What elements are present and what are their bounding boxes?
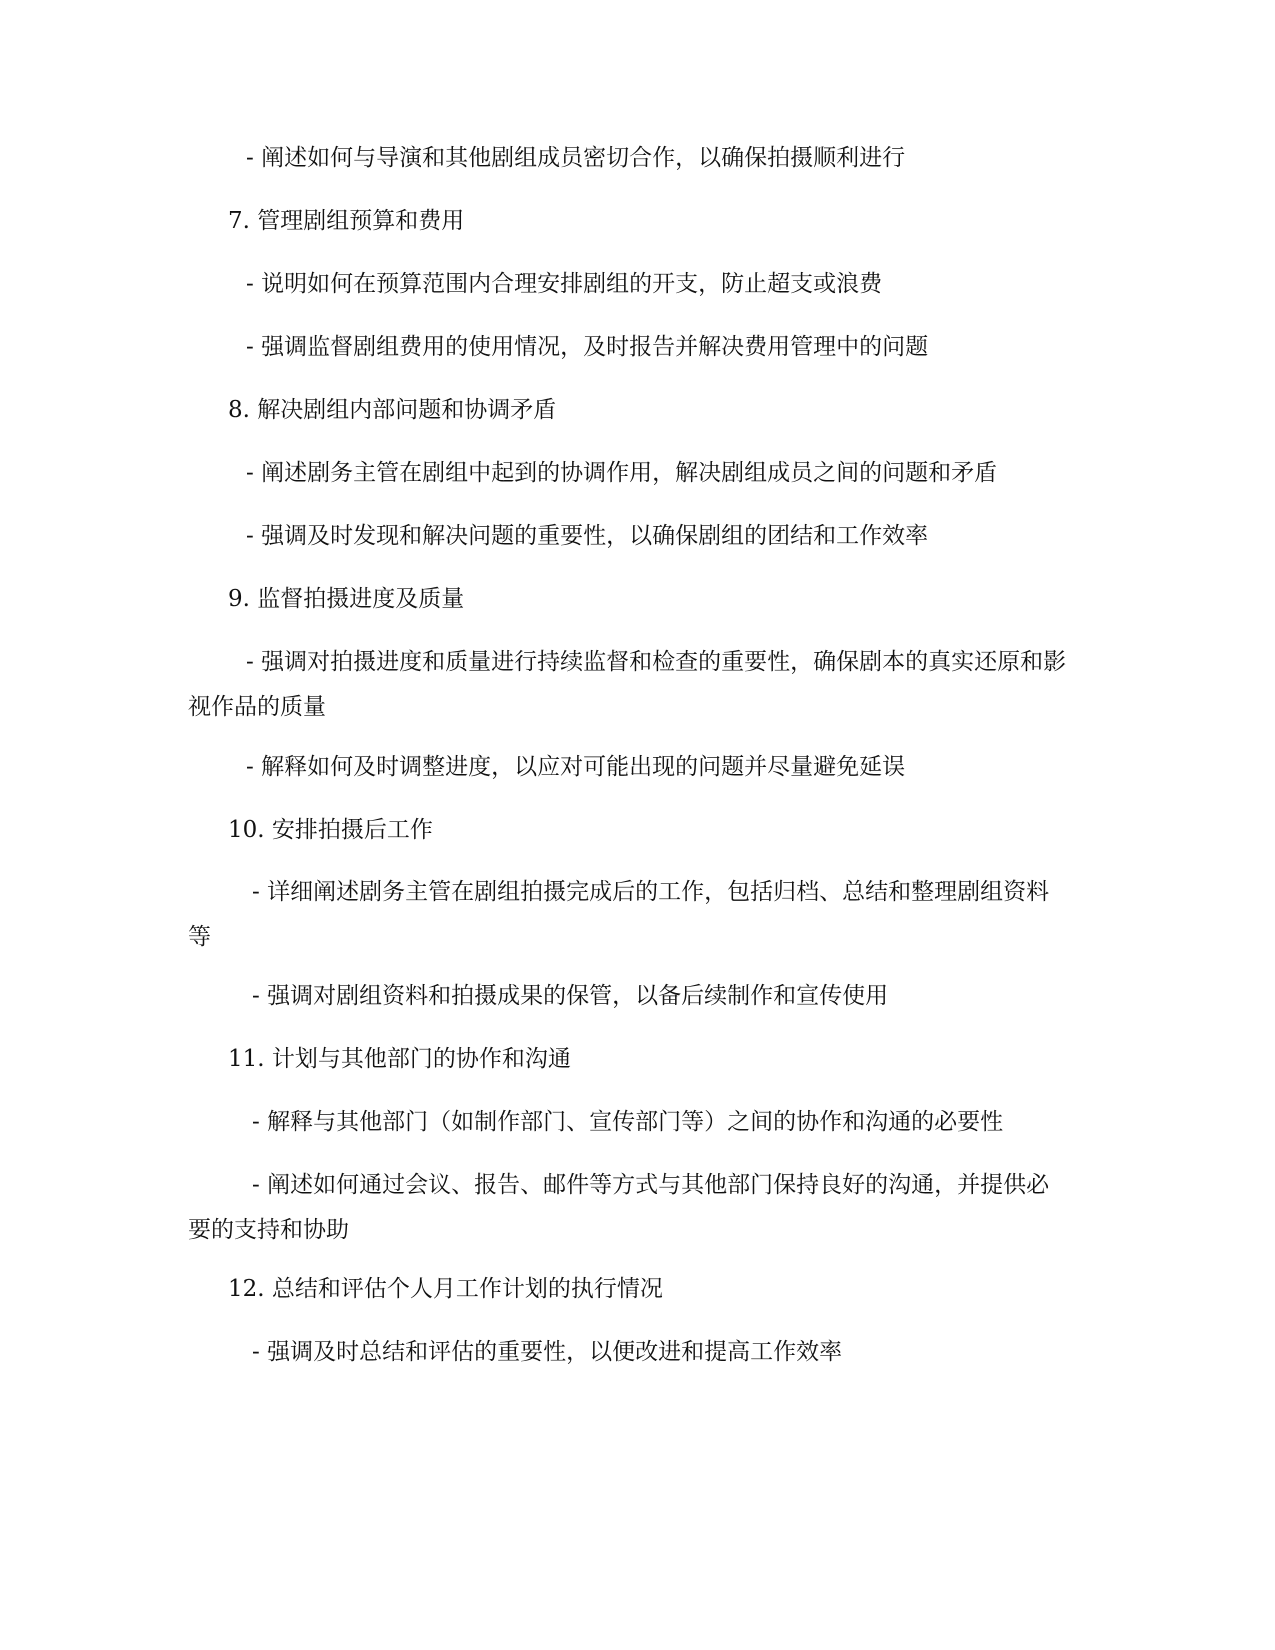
bullet-line: - 解释如何及时调整进度，以应对可能出现的问题并尽量避免延误	[246, 754, 906, 780]
bullet-paragraph: - 阐述如何通过会议、报告、邮件等方式与其他部门保持良好的沟通，并提供必要的支持和协助	[188, 1172, 1050, 1243]
section-heading: 9. 监督拍摄进度及质量	[228, 586, 465, 612]
bullet-line: - 强调及时发现和解决问题的重要性，以确保剧组的团结和工作效率	[246, 523, 929, 549]
bullet-line: - 说明如何在预算范围内合理安排剧组的开支，防止超支或浪费	[246, 271, 883, 297]
bullet-paragraph: - 强调对拍摄进度和质量进行持续监督和检查的重要性，确保剧本的真实还原和影视作品的质量	[188, 649, 1067, 720]
section-heading: 10. 安排拍摄后工作	[228, 817, 433, 843]
section-heading: 8. 解决剧组内部问题和协调矛盾	[228, 397, 557, 423]
bullet-line: - 强调及时总结和评估的重要性，以便改进和提高工作效率	[252, 1339, 843, 1365]
bullet-line: - 解释与其他部门（如制作部门、宣传部门等）之间的协作和沟通的必要性	[252, 1109, 1004, 1135]
section-heading: 7. 管理剧组预算和费用	[228, 208, 465, 234]
bullet-line: - 阐述剧务主管在剧组中起到的协调作用，解决剧组成员之间的问题和矛盾	[246, 460, 998, 486]
bullet-line: - 强调对剧组资料和拍摄成果的保管，以备后续制作和宣传使用	[252, 983, 889, 1009]
bullet-line: - 阐述如何与导演和其他剧组成员密切合作，以确保拍摄顺利进行	[246, 145, 906, 171]
bullet-paragraph: - 详细阐述剧务主管在剧组拍摄完成后的工作，包括归档、总结和整理剧组资料等	[188, 879, 1050, 950]
section-heading: 12. 总结和评估个人月工作计划的执行情况	[228, 1276, 663, 1302]
section-heading: 11. 计划与其他部门的协作和沟通	[228, 1046, 571, 1072]
bullet-line: - 强调监督剧组费用的使用情况，及时报告并解决费用管理中的问题	[246, 334, 929, 360]
